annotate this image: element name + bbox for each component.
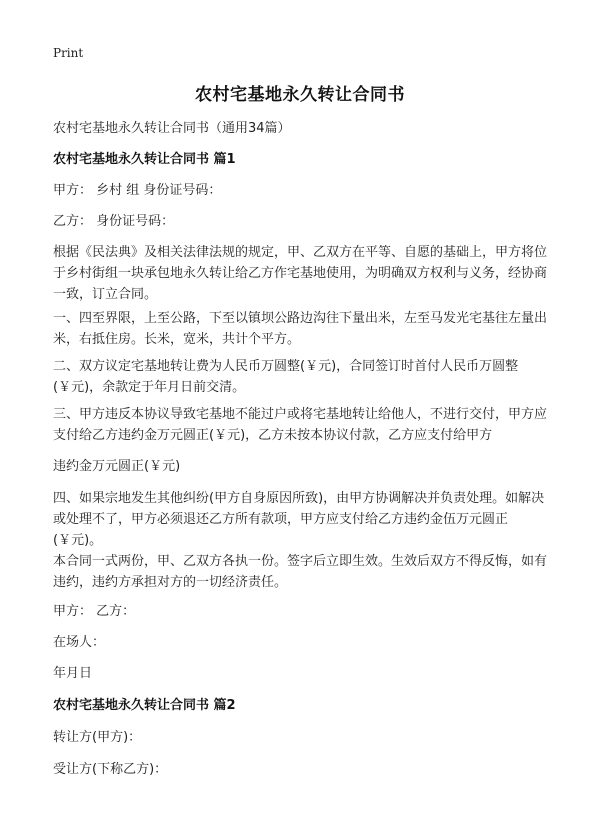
document-title: 农村宅基地永久转让合同书	[195, 85, 405, 105]
date-line: 年月日	[53, 666, 93, 681]
paragraph-fee: 二、双方议定宅基地转让费为人民币万圆整(￥元)，合同签订时首付人民币万圆整(￥元)，余款定于年月日前交清。	[53, 359, 519, 395]
section-2-heading: 农村宅基地永久转让合同书 篇2	[53, 698, 236, 713]
transferee-line: 受让方(下称乙方)：	[53, 762, 168, 777]
transferor-line: 转让方(甲方)：	[53, 730, 142, 745]
paragraph-boundaries: 一、四至界限，上至公路，下至以镇坝公路边沟往下量出米，左至马发光宅基往左量出米，右抵住房。长米，宽米，共计个平方。	[53, 311, 548, 347]
document-subtitle: 农村宅基地永久转让合同书（通用34篇）	[53, 121, 291, 136]
paragraph-breach-b: 违约金万元圆正(￥元)	[53, 459, 181, 474]
print-link[interactable]: Print	[53, 46, 84, 60]
paragraph-breach-a: 三、甲方违反本协议导致宅基地不能过户或将宅基地转让给他人，不进行交付，甲方应支付给乙方违约金万元圆正(￥元)，乙方未按本协议付款，乙方应支付给甲方	[53, 407, 548, 443]
paragraph-copies: 本合同一式两份，甲、乙双方各执一份。签字后立即生效。生效后双方不得反悔，如有违约，违约方承担对方的一切经济责任。	[53, 554, 548, 590]
paragraph-disputes: 四、如果宗地发生其他纠纷(甲方自身原因所致)，由甲方协调解决并负责处理。如解决或处理不了，甲方必须退还乙方所有款项，甲方应支付给乙方违约金伍万元圆正(￥元)。	[53, 491, 545, 548]
party-a-line: 甲方： 乡村 组 身份证号码：	[53, 183, 222, 198]
witness-line: 在场人：	[53, 635, 106, 650]
section-1-heading: 农村宅基地永久转让合同书 篇1	[53, 152, 236, 167]
signature-parties: 甲方： 乙方：	[53, 604, 136, 619]
party-b-line: 乙方： 身份证号码：	[53, 214, 175, 229]
paragraph-preamble: 根据《民法典》及相关法律法规的规定，甲、乙双方在平等、自愿的基础上，甲方将位于乡村街组一块承包地永久转让给乙方作宅基地使用，为明确双方权利与义务，经协商一致，订立合同。	[53, 245, 548, 302]
